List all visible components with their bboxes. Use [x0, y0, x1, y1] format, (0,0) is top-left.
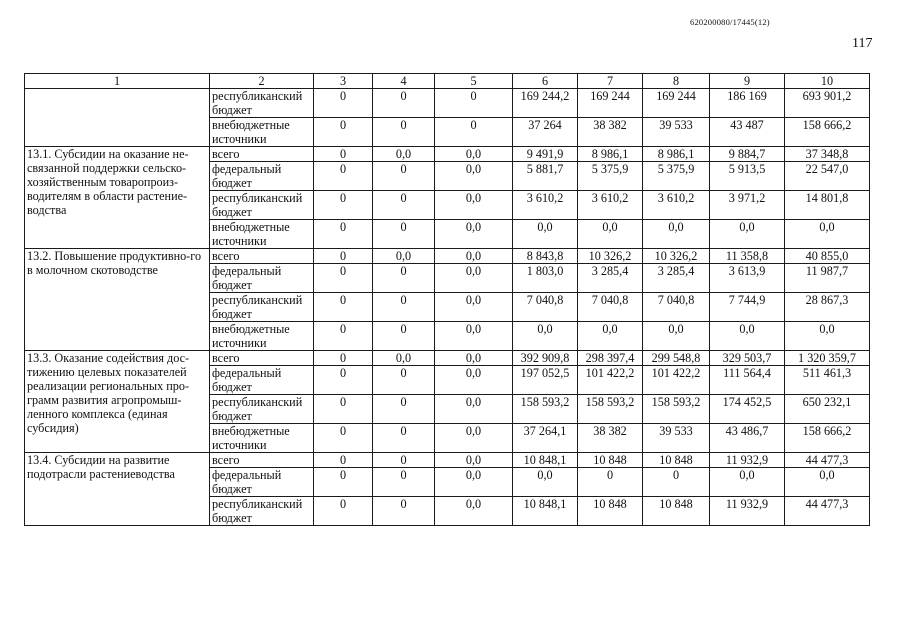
- value-cell: 3 610,2: [643, 191, 710, 220]
- funding-source-cell: республиканский бюджет: [210, 89, 314, 118]
- value-cell: 0,0: [785, 468, 870, 497]
- value-cell: 38 382: [578, 118, 643, 147]
- value-cell: 0: [373, 89, 435, 118]
- column-header: 5: [435, 74, 513, 89]
- column-header: 7: [578, 74, 643, 89]
- value-cell: 0: [314, 453, 373, 468]
- value-cell: 0: [314, 89, 373, 118]
- value-cell: 5 913,5: [710, 162, 785, 191]
- funding-source-cell: внебюджетные источники: [210, 220, 314, 249]
- value-cell: 0: [373, 220, 435, 249]
- value-cell: 0,0: [710, 468, 785, 497]
- table-row: [25, 453, 870, 468]
- value-cell: 7 040,8: [578, 293, 643, 322]
- value-cell: 10 848: [643, 453, 710, 468]
- value-cell: 5 881,7: [513, 162, 578, 191]
- value-cell: 3 285,4: [643, 264, 710, 293]
- value-cell: 7 040,8: [643, 293, 710, 322]
- funding-source-cell: внебюджетные источники: [210, 322, 314, 351]
- value-cell: 11 358,8: [710, 249, 785, 264]
- column-header: 2: [210, 74, 314, 89]
- value-cell: 37 264,1: [513, 424, 578, 453]
- column-header: 1: [25, 74, 210, 89]
- funding-source-cell: внебюджетные источники: [210, 118, 314, 147]
- value-cell: 14 801,8: [785, 191, 870, 220]
- value-cell: 9 884,7: [710, 147, 785, 162]
- value-cell: 197 052,5: [513, 366, 578, 395]
- funding-source-cell: республиканский бюджет: [210, 191, 314, 220]
- value-cell: 0: [314, 162, 373, 191]
- value-cell: 7 040,8: [513, 293, 578, 322]
- table-row: [25, 89, 870, 118]
- value-cell: 101 422,2: [578, 366, 643, 395]
- table-row: [25, 351, 870, 366]
- value-cell: 511 461,3: [785, 366, 870, 395]
- value-cell: 0: [314, 264, 373, 293]
- value-cell: 1 803,0: [513, 264, 578, 293]
- value-cell: 0,0: [435, 366, 513, 395]
- value-cell: 111 564,4: [710, 366, 785, 395]
- column-header: 9: [710, 74, 785, 89]
- measure-name-cell: 13.4. Субсидии на развитие подотрасли растениеводства: [25, 453, 210, 526]
- funding-source-cell: республиканский бюджет: [210, 293, 314, 322]
- value-cell: 0: [435, 89, 513, 118]
- value-cell: 10 326,2: [578, 249, 643, 264]
- funding-source-cell: федеральный бюджет: [210, 468, 314, 497]
- value-cell: 0,0: [513, 322, 578, 351]
- value-cell: 0: [314, 220, 373, 249]
- value-cell: 5 375,9: [578, 162, 643, 191]
- value-cell: 39 533: [643, 118, 710, 147]
- value-cell: 0: [314, 395, 373, 424]
- funding-source-cell: внебюджетные источники: [210, 424, 314, 453]
- value-cell: 0,0: [578, 322, 643, 351]
- value-cell: 44 477,3: [785, 497, 870, 526]
- value-cell: 3 610,2: [513, 191, 578, 220]
- value-cell: 3 610,2: [578, 191, 643, 220]
- value-cell: 0,0: [513, 220, 578, 249]
- value-cell: 7 744,9: [710, 293, 785, 322]
- funding-source-cell: республиканский бюджет: [210, 395, 314, 424]
- value-cell: 1 320 359,7: [785, 351, 870, 366]
- value-cell: 0,0: [643, 220, 710, 249]
- value-cell: 9 491,9: [513, 147, 578, 162]
- funding-source-cell: всего: [210, 351, 314, 366]
- value-cell: 0: [314, 497, 373, 526]
- value-cell: 11 932,9: [710, 453, 785, 468]
- value-cell: 158 593,2: [578, 395, 643, 424]
- funding-source-cell: федеральный бюджет: [210, 366, 314, 395]
- value-cell: 0: [314, 191, 373, 220]
- value-cell: 169 244: [578, 89, 643, 118]
- page-number: 117: [852, 36, 873, 51]
- value-cell: 650 232,1: [785, 395, 870, 424]
- column-header: 4: [373, 74, 435, 89]
- value-cell: 0,0: [435, 424, 513, 453]
- value-cell: 8 843,8: [513, 249, 578, 264]
- value-cell: 0,0: [710, 322, 785, 351]
- value-cell: 0,0: [578, 220, 643, 249]
- value-cell: 0: [314, 249, 373, 264]
- value-cell: 169 244: [643, 89, 710, 118]
- measure-name-cell: 13.3. Оказание содействия дос-тижению целевых показателей реализации региональных про-грамм развития агропромыш-ленного комплекса (единая субсидия): [25, 351, 210, 453]
- value-cell: 39 533: [643, 424, 710, 453]
- value-cell: 0: [373, 497, 435, 526]
- value-cell: 0,0: [435, 220, 513, 249]
- value-cell: 0: [373, 293, 435, 322]
- value-cell: 0,0: [435, 264, 513, 293]
- value-cell: 0,0: [785, 322, 870, 351]
- table-header-row: [25, 74, 870, 89]
- value-cell: 0: [373, 366, 435, 395]
- value-cell: 37 264: [513, 118, 578, 147]
- value-cell: 158 666,2: [785, 424, 870, 453]
- value-cell: 10 848: [643, 497, 710, 526]
- funding-source-cell: всего: [210, 249, 314, 264]
- table-body: [25, 89, 870, 526]
- value-cell: 3 971,2: [710, 191, 785, 220]
- value-cell: 0: [373, 453, 435, 468]
- value-cell: 0,0: [435, 322, 513, 351]
- value-cell: 298 397,4: [578, 351, 643, 366]
- value-cell: 329 503,7: [710, 351, 785, 366]
- value-cell: 0,0: [435, 249, 513, 264]
- value-cell: 158 593,2: [513, 395, 578, 424]
- value-cell: 0,0: [710, 220, 785, 249]
- value-cell: 0,0: [513, 468, 578, 497]
- value-cell: 0: [373, 118, 435, 147]
- value-cell: 0: [373, 322, 435, 351]
- value-cell: 0,0: [435, 191, 513, 220]
- value-cell: 0,0: [435, 497, 513, 526]
- value-cell: 0,0: [435, 395, 513, 424]
- value-cell: 0: [373, 162, 435, 191]
- value-cell: 0: [314, 366, 373, 395]
- value-cell: 0,0: [435, 453, 513, 468]
- value-cell: 169 244,2: [513, 89, 578, 118]
- table-row: [25, 147, 870, 162]
- funding-source-cell: республиканский бюджет: [210, 497, 314, 526]
- funding-source-cell: всего: [210, 453, 314, 468]
- value-cell: 0: [314, 468, 373, 497]
- value-cell: 8 986,1: [578, 147, 643, 162]
- value-cell: 3 613,9: [710, 264, 785, 293]
- value-cell: 10 848,1: [513, 453, 578, 468]
- value-cell: 22 547,0: [785, 162, 870, 191]
- value-cell: 10 326,2: [643, 249, 710, 264]
- value-cell: 0: [643, 468, 710, 497]
- measure-name-cell: [25, 89, 210, 147]
- value-cell: 158 593,2: [643, 395, 710, 424]
- value-cell: 0: [435, 118, 513, 147]
- value-cell: 0,0: [373, 249, 435, 264]
- value-cell: 0: [578, 468, 643, 497]
- column-header: 8: [643, 74, 710, 89]
- value-cell: 38 382: [578, 424, 643, 453]
- value-cell: 0: [373, 395, 435, 424]
- value-cell: 8 986,1: [643, 147, 710, 162]
- table-row: [25, 249, 870, 264]
- value-cell: 44 477,3: [785, 453, 870, 468]
- value-cell: 43 486,7: [710, 424, 785, 453]
- column-header: 6: [513, 74, 578, 89]
- value-cell: 10 848: [578, 453, 643, 468]
- budget-table: [24, 73, 870, 526]
- value-cell: 0: [373, 424, 435, 453]
- value-cell: 0,0: [435, 468, 513, 497]
- value-cell: 186 169: [710, 89, 785, 118]
- value-cell: 0,0: [435, 162, 513, 191]
- value-cell: 101 422,2: [643, 366, 710, 395]
- column-header: 3: [314, 74, 373, 89]
- value-cell: 0: [314, 147, 373, 162]
- value-cell: 0,0: [373, 351, 435, 366]
- value-cell: 11 932,9: [710, 497, 785, 526]
- value-cell: 0,0: [643, 322, 710, 351]
- value-cell: 0,0: [435, 351, 513, 366]
- value-cell: 158 666,2: [785, 118, 870, 147]
- value-cell: 11 987,7: [785, 264, 870, 293]
- value-cell: 0,0: [435, 147, 513, 162]
- value-cell: 174 452,5: [710, 395, 785, 424]
- value-cell: 37 348,8: [785, 147, 870, 162]
- value-cell: 0,0: [785, 220, 870, 249]
- value-cell: 0: [314, 424, 373, 453]
- value-cell: 392 909,8: [513, 351, 578, 366]
- measure-name-cell: 13.2. Повышение продуктивно-го в молочном скотоводстве: [25, 249, 210, 351]
- value-cell: 10 848: [578, 497, 643, 526]
- funding-source-cell: федеральный бюджет: [210, 264, 314, 293]
- value-cell: 0,0: [373, 147, 435, 162]
- value-cell: 0: [373, 264, 435, 293]
- funding-source-cell: федеральный бюджет: [210, 162, 314, 191]
- value-cell: 5 375,9: [643, 162, 710, 191]
- value-cell: 0: [314, 293, 373, 322]
- value-cell: 693 901,2: [785, 89, 870, 118]
- value-cell: 43 487: [710, 118, 785, 147]
- value-cell: 0: [373, 468, 435, 497]
- measure-name-cell: 13.1. Субсидии на оказание не-связанной поддержки сельско-хозяйственным товаропроиз-водителям в области растение-водства: [25, 147, 210, 249]
- value-cell: 40 855,0: [785, 249, 870, 264]
- value-cell: 3 285,4: [578, 264, 643, 293]
- column-header: 10: [785, 74, 870, 89]
- value-cell: 10 848,1: [513, 497, 578, 526]
- value-cell: 0,0: [435, 293, 513, 322]
- value-cell: 0: [314, 351, 373, 366]
- funding-source-cell: всего: [210, 147, 314, 162]
- document-code: 620200080/17445(12): [690, 17, 770, 27]
- value-cell: 28 867,3: [785, 293, 870, 322]
- value-cell: 0: [314, 118, 373, 147]
- value-cell: 299 548,8: [643, 351, 710, 366]
- value-cell: 0: [373, 191, 435, 220]
- value-cell: 0: [314, 322, 373, 351]
